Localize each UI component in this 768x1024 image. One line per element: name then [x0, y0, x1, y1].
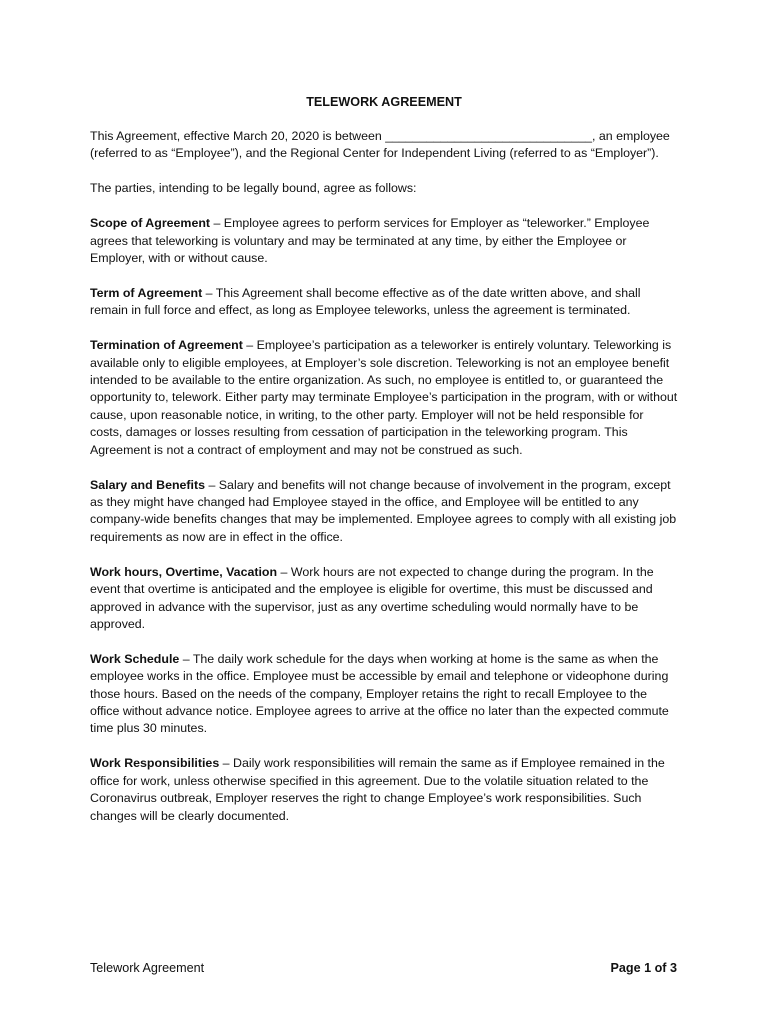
section-work-schedule — [90, 651, 678, 738]
section-heading: Work Schedule — [90, 651, 180, 666]
section-heading: Term of Agreement — [90, 285, 203, 300]
section-text: – Employee agrees to perform services for Employer as “teleworker.” Employee agrees that teleworking is voluntary and may be terminated at any time, by either the Employee or Employer, with or without cause. — [90, 216, 650, 266]
section-heading: Work Responsibilities — [90, 756, 220, 771]
section-work-responsibilities — [90, 755, 678, 825]
parties-paragraph: The parties, intending to be legally bound, agree as follows: — [90, 181, 417, 196]
section-salary — [90, 477, 678, 547]
section-text: – Daily work responsibilities will remain the same as if Employee remained in the office for work, unless otherwise specified in this agreement. Due to the volatile situation related to the Coronavirus outbreak, Employer reserves the right to change Employee’s work responsibilities. Such changes will be clearly documented. — [90, 756, 665, 823]
section-heading: Work hours, Overtime, Vacation — [90, 564, 278, 579]
intro-paragraph: This Agreement, effective March 20, 2020 is between ______________________________, an employee (referred to as “Employee”), and the Regional Center for Independent Living (referred to as “Employer”). — [90, 129, 670, 161]
document-body — [90, 128, 678, 843]
section-text: – This Agreement shall become effective as of the date written above, and shall remain in full force and effect, as long as Employee teleworks, unless the agreement is terminated. — [90, 285, 641, 318]
section-term — [90, 285, 678, 320]
section-text: – Work hours are not expected to change during the program. In the event that overtime is anticipated and the employee is eligible for overtime, this must be discussed and approved in advance with the supervisor, just as any overtime scheduling would normally have to be approved. — [90, 564, 654, 631]
section-scope — [90, 215, 678, 267]
section-heading: Termination of Agreement — [90, 338, 243, 353]
footer-page-number: Page 1 of 3 — [610, 961, 677, 975]
section-work-hours — [90, 564, 678, 634]
section-heading: Scope of Agreement — [90, 216, 211, 231]
footer-document-name: Telework Agreement — [90, 961, 205, 975]
section-text: – Salary and benefits will not change because of involvement in the program, except as they might have changed had Employee stayed in the office, and Employee will be entitled to any company-wide benefits changes that may be implemented. Employee agrees to comply with all existing job requirements as now are in effect in the office. — [90, 477, 677, 544]
section-heading: Salary and Benefits — [90, 477, 206, 492]
document-title: TELEWORK AGREEMENT — [306, 95, 462, 109]
section-text: – Employee’s participation as a teleworker is entirely voluntary. Teleworking is available only to eligible employees, at Employer’s sole discretion. Teleworking is not an employee benefit intended to be available to the entire organization. As such, no employee is entitled to, or guaranteed the opportunity to, telework. Either party may terminate Employee’s participation in the program, with or without cause, upon reasonable notice, in writing, to the other party. Employer will not be held responsible for costs, damages or losses resulting from cessation of participation in the teleworking program. This Agreement is not a contract of employment and may not be construed as such. — [90, 338, 678, 457]
section-text: – The daily work schedule for the days when working at home is the same as when the employee works in the office. Employee must be accessible by email and telephone or videophone during those hours. Based on the needs of the company, Employer retains the right to recall Employee to the office without advance notice. Employee agrees to arrive at the office no later than the expected commute time plus 30 minutes. — [90, 651, 669, 736]
section-termination — [90, 337, 678, 459]
